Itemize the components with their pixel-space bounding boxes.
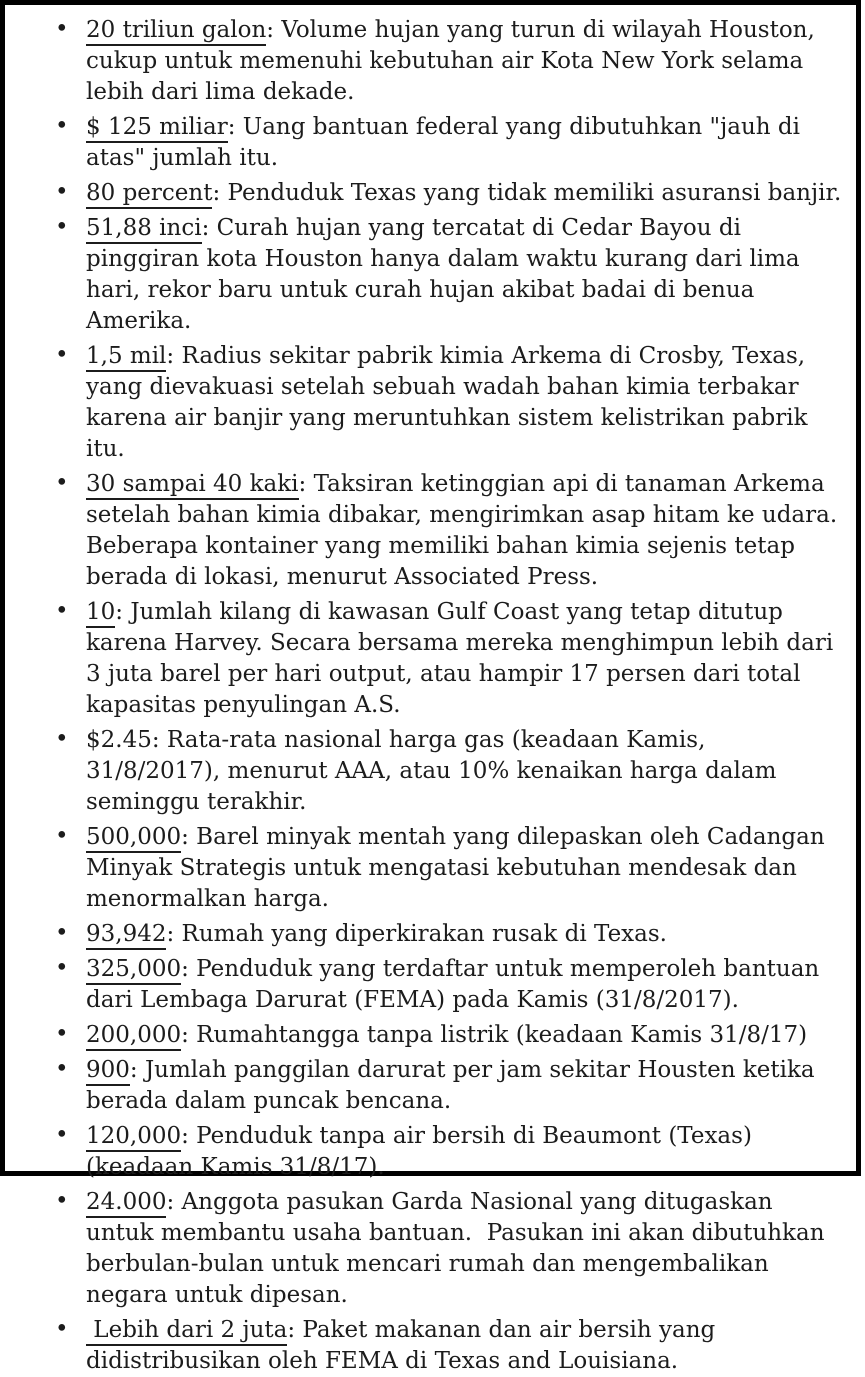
- list-item-20-triliun-galon: [5, 15, 842, 108]
- list-item-200000: [5, 1020, 842, 1051]
- stat-description: : Taksiran ketinggian api di tanaman Arkema setelah bahan kimia dibakar, mengirimkan asap hitam ke udara. Beberapa kontainer yang memiliki bahan kimia sejenis tetap berada di lokasi, menurut Associated Press.: [86, 471, 838, 590]
- stat-description: : Curah hujan yang tercatat di Cedar Bayou di pinggiran kota Houston hanya dalam waktu kurang dari lima hari, rekor baru untuk curah hujan akibat badai di benua Amerika.: [86, 215, 800, 334]
- stat-term: 30 sampai 40 kaki: [86, 471, 299, 500]
- list-item-51-88-inci: [5, 213, 842, 337]
- list-item-125-miliar: [5, 112, 842, 174]
- list-item-80-percent: [5, 178, 842, 209]
- list-item-24000: [5, 1187, 842, 1311]
- stat-description: : Volume hujan yang turun di wilayah Houston, cukup untuk memenuhi kebutuhan air Kota New York selama lebih dari lima dekade.: [86, 17, 815, 105]
- stat-term: 325,000: [86, 956, 181, 985]
- stat-description: : Penduduk Texas yang tidak memiliki asuransi banjir.: [212, 180, 842, 206]
- stat-term: 80 percent: [86, 180, 212, 209]
- stat-description: : Rata-rata nasional harga gas (keadaan Kamis, 31/8/2017), menurut AAA, atau 10% kenaikan harga dalam seminggu terakhir.: [86, 727, 777, 815]
- list-item-93942: [5, 919, 842, 950]
- stat-description: : Radius sekitar pabrik kimia Arkema di Crosby, Texas, yang dievakuasi setelah sebuah wadah bahan kimia terbakar karena air banjir yang meruntuhkan sistem kelistrikan pabrik itu.: [86, 343, 808, 462]
- stat-description: : Anggota pasukan Garda Nasional yang ditugaskan untuk membantu usaha bantuan. Pasukan ini akan dibutuhkan berbulan-bulan untuk mencari rumah dan mengembalikan negara untuk dipesan.: [86, 1189, 825, 1308]
- stat-description: : Jumlah panggilan darurat per jam sekitar Housten ketika berada dalam puncak bencana.: [86, 1057, 815, 1114]
- list-item-325000: [5, 954, 842, 1016]
- stat-term: 93,942: [86, 921, 166, 950]
- stat-term: 120,000: [86, 1123, 181, 1152]
- list-item-2-45-dollar: [5, 725, 842, 818]
- list-item-lebih-dari-2-juta: [5, 1315, 842, 1377]
- stat-term: $ 125 miliar: [86, 114, 228, 143]
- stat-term: $2.45: [86, 727, 152, 753]
- stat-term: 51,88 inci: [86, 215, 202, 244]
- stat-term: Lebih dari 2 juta: [86, 1317, 287, 1346]
- list-item-1-5-mil: [5, 341, 842, 465]
- stat-description: : Penduduk tanpa air bersih di Beaumont (Texas) (keadaan Kamis 31/8/17).: [86, 1123, 752, 1180]
- list-item-500000: [5, 822, 842, 915]
- stat-term: 20 triliun galon: [86, 17, 266, 46]
- list-item-30-sampai-40-kaki: [5, 469, 842, 593]
- stat-term: 900: [86, 1057, 130, 1086]
- list-item-900: [5, 1055, 842, 1117]
- stat-description: : Barel minyak mentah yang dilepaskan oleh Cadangan Minyak Strategis untuk mengatasi kebutuhan mendesak dan menormalkan harga.: [86, 824, 825, 912]
- stat-term: 10: [86, 599, 115, 628]
- stat-term: 200,000: [86, 1022, 181, 1051]
- stat-term: 1,5 mil: [86, 343, 166, 372]
- list-item-120000: [5, 1121, 842, 1183]
- stat-description: : Rumahtangga tanpa listrik (keadaan Kamis 31/8/17): [181, 1022, 808, 1048]
- stat-description: : Rumah yang diperkirakan rusak di Texas.: [166, 921, 667, 947]
- stat-term: 500,000: [86, 824, 181, 853]
- stat-description: : Penduduk yang terdaftar untuk memperoleh bantuan dari Lembaga Darurat (FEMA) pada Kamis (31/8/2017).: [86, 956, 820, 1013]
- list-item-10-kilang: [5, 597, 842, 721]
- stat-term: 24.000: [86, 1189, 166, 1218]
- stats-list: [5, 5, 856, 1377]
- stat-description: : Jumlah kilang di kawasan Gulf Coast yang tetap ditutup karena Harvey. Secara bersama mereka menghimpun lebih dari 3 juta barel per hari output, atau hampir 17 persen dari total kapasitas penyulingan A.S.: [86, 599, 834, 718]
- stat-description: : Paket makanan dan air bersih yang didistribusikan oleh FEMA di Texas and Louisiana.: [86, 1317, 716, 1374]
- stat-description: : Uang bantuan federal yang dibutuhkan "jauh di atas" jumlah itu.: [86, 114, 800, 171]
